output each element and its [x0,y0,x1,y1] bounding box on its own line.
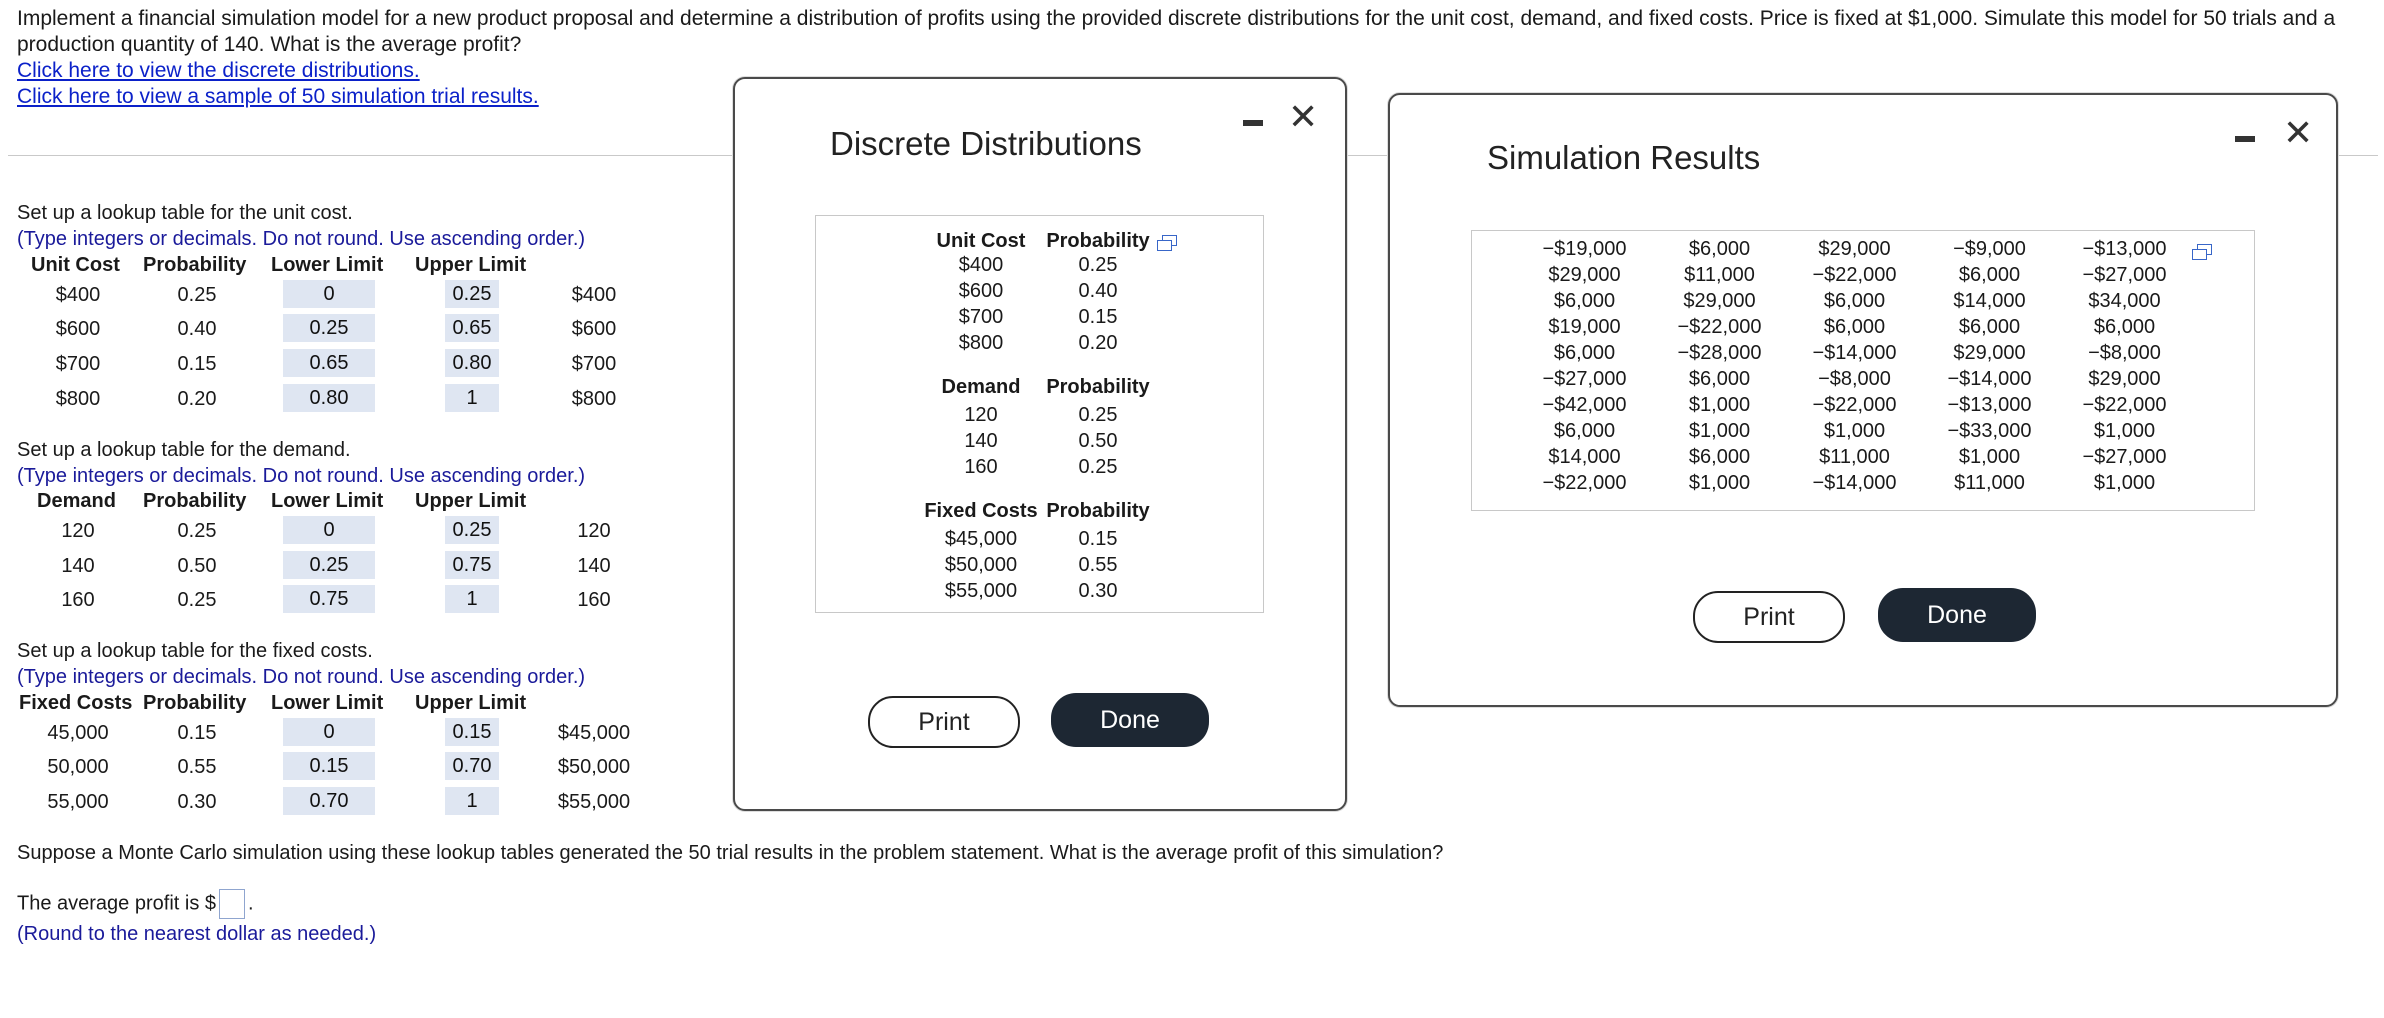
simulation-result-cell: $6,000 [1823,290,1886,312]
unit-cost-prob: 0.25 [177,284,217,306]
simulation-result-cell: $1,000 [2093,472,2156,494]
simulation-results-table [1471,230,2255,511]
dist-fixed-costs-header: Fixed Costs [924,500,1038,522]
fixed-costs-value: 45,000 [47,722,109,744]
simulation-result-cell: −$13,000 [2082,238,2167,260]
demand-value: 120 [61,520,95,542]
simulation-result-cell: $34,000 [2088,290,2161,312]
simulation-result-cell: $6,000 [2093,316,2156,338]
question-text: Implement a financial simulation model for a new product proposal and determine a distribution of profits using the provided discrete distributions for the unit cost, demand, and fixed costs. Price is fixed at $1,000. Simulate this model for 50 trials and a production quantity of 140. What is the average profit? [17,7,2336,56]
simulation-result-cell: −$22,000 [1677,316,1762,338]
simulation-result-cell: −$33,000 [1947,420,2032,442]
dist-demand-value: 140 [964,430,998,452]
simulation-result-cell: −$28,000 [1677,342,1762,364]
fixed-costs-header-lower: Lower Limit [271,692,384,714]
dist-fixed-costs-value: $55,000 [944,580,1018,602]
demand-header-prob: Probability [143,490,247,512]
unit-cost-lower-input[interactable]: 0.25 [283,314,375,342]
simulation-result-cell: $1,000 [1958,446,2021,468]
simulation-result-cell: $14,000 [1953,290,2026,312]
simulation-result-cell: $6,000 [1553,420,1616,442]
dist-unit-cost-header: Unit Cost [936,230,1026,252]
dist-fixed-costs-prob: 0.55 [1078,554,1118,576]
print-button[interactable]: Print [868,696,1020,748]
link-view-results[interactable]: Click here to view a sample of 50 simulation trial results. [17,85,539,108]
simulation-result-cell: $6,000 [1823,316,1886,338]
simulation-result-cell: $1,000 [2093,420,2156,442]
dist-unit-cost-prob-header: Probability [1046,230,1150,252]
unit-cost-lower-input[interactable]: 0.65 [283,349,375,377]
fixed-costs-instruction: (Type integers or decimals. Do not round. Use ascending order.) [17,666,586,688]
simulation-result-cell: $11,000 [1954,472,2025,494]
close-icon[interactable]: ✕ [1288,96,1319,137]
simulation-result-cell: $11,000 [1684,264,1755,286]
demand-lower-input[interactable]: 0 [283,516,375,544]
dist-fixed-costs-value: $45,000 [944,528,1018,550]
simulation-result-cell: −$27,000 [2082,264,2167,286]
print-button[interactable]: Print [1693,591,1845,643]
demand-value: 140 [61,555,95,577]
simulation-result-cell: $6,000 [1553,342,1616,364]
demand-upper-input[interactable]: 0.75 [445,551,499,579]
demand-prompt: Set up a lookup table for the demand. [17,439,351,461]
unit-cost-upper-input[interactable]: 0.65 [445,314,499,342]
simulation-result-cell: $6,000 [1688,446,1751,468]
unit-cost-prob: 0.40 [177,318,217,340]
simulation-result-cell: $29,000 [1548,264,1621,286]
simulation-result-cell: $29,000 [2088,368,2161,390]
dist-demand-prob: 0.25 [1078,456,1118,478]
dist-demand-prob: 0.25 [1078,404,1118,426]
dist-demand-value: 160 [964,456,998,478]
unit-cost-lower-input[interactable]: 0 [283,280,375,308]
dist-unit-cost-value: $700 [958,306,1004,328]
fixed-costs-lower-input[interactable]: 0 [283,718,375,746]
fixed-costs-prompt: Set up a lookup table for the fixed costs. [17,640,373,662]
demand-lower-input[interactable]: 0.25 [283,551,375,579]
dist-demand-value: 120 [964,404,998,426]
dist-fixed-costs-prob-header: Probability [1046,500,1150,522]
fixed-costs-header-value: Fixed Costs [19,692,133,714]
unit-cost-header-value: Unit Cost [31,254,120,276]
close-icon[interactable]: ✕ [2283,112,2314,153]
unit-cost-prob: 0.20 [177,388,217,410]
dist-unit-cost-prob: 0.40 [1078,280,1118,302]
demand-prob: 0.25 [177,589,217,611]
done-button[interactable]: Done [1878,588,2036,642]
simulation-result-cell: −$14,000 [1812,342,1897,364]
unit-cost-header-prob: Probability [143,254,247,276]
dist-demand-prob-header: Probability [1046,376,1150,398]
simulation-result-cell: $1,000 [1688,420,1751,442]
dist-fixed-costs-prob: 0.15 [1078,528,1118,550]
dist-fixed-costs-value: $50,000 [944,554,1018,576]
simulation-result-cell: −$14,000 [1812,472,1897,494]
demand-header-value: Demand [37,490,116,512]
unit-cost-upper-input[interactable]: 0.80 [445,349,499,377]
simulation-result-cell: −$22,000 [2082,394,2167,416]
unit-cost-result: $700 [571,353,617,375]
demand-header-upper: Upper Limit [415,490,527,512]
fixed-costs-upper-input[interactable]: 0.15 [445,718,499,746]
fixed-costs-header-upper: Upper Limit [415,692,527,714]
simulation-result-cell: $1,000 [1688,472,1751,494]
distributions-table [815,215,1264,613]
simulation-result-cell: −$22,000 [1542,472,1627,494]
demand-upper-input[interactable]: 1 [445,585,499,613]
simulation-result-cell: $6,000 [1958,316,2021,338]
dist-unit-cost-prob: 0.25 [1078,254,1118,276]
fixed-costs-upper-input[interactable]: 0.70 [445,752,499,780]
dist-unit-cost-prob: 0.15 [1078,306,1118,328]
simulation-result-cell: −$42,000 [1542,394,1627,416]
simulation-result-cell: −$8,000 [2088,342,2161,364]
unit-cost-value: $400 [55,284,101,306]
round-note: (Round to the nearest dollar as needed.) [17,923,377,945]
demand-upper-input[interactable]: 0.25 [445,516,499,544]
answer-prefix: The average profit is $ [17,892,216,915]
answer-suffix: . [248,892,254,915]
dist-demand-header: Demand [941,376,1021,398]
simulation-result-cell: −$13,000 [1947,394,2032,416]
unit-cost-instruction: (Type integers or decimals. Do not round. Use ascending order.) [17,228,586,250]
simulation-result-cell: $29,000 [1953,342,2026,364]
dist-unit-cost-prob: 0.20 [1078,332,1118,354]
demand-header-lower: Lower Limit [271,490,384,512]
simulation-result-cell: $6,000 [1688,368,1751,390]
minimize-icon[interactable] [1243,120,1263,126]
simulation-result-cell: $6,000 [1958,264,2021,286]
answer-line [17,889,254,919]
dist-demand-prob: 0.50 [1078,430,1118,452]
fixed-costs-lower-input[interactable]: 0.70 [283,787,375,815]
demand-result: 140 [577,555,611,577]
dist-unit-cost-value: $800 [958,332,1004,354]
dist-unit-cost-value: $600 [958,280,1004,302]
dist-fixed-costs-prob: 0.30 [1078,580,1118,602]
done-button[interactable]: Done [1051,693,1209,747]
unit-cost-prob: 0.15 [177,353,217,375]
dialog-title: Discrete Distributions [830,125,1142,162]
fixed-costs-header-prob: Probability [143,692,247,714]
simulation-result-cell: $6,000 [1553,290,1616,312]
unit-cost-result: $400 [571,284,617,306]
unit-cost-header-lower: Lower Limit [271,254,384,276]
minimize-icon[interactable] [2235,136,2255,142]
average-profit-input[interactable] [219,889,245,919]
simulation-result-cell: −$14,000 [1947,368,2032,390]
fixed-costs-prob: 0.30 [177,791,217,813]
simulation-result-cell: −$22,000 [1812,394,1897,416]
simulation-result-cell: −$19,000 [1542,238,1627,260]
unit-cost-upper-input[interactable]: 0.25 [445,280,499,308]
simulation-result-cell: −$9,000 [1953,238,2026,260]
simulation-result-cell: −$22,000 [1812,264,1897,286]
fixed-costs-result: $55,000 [557,791,631,813]
demand-result: 120 [577,520,611,542]
demand-value: 160 [61,589,95,611]
simulation-result-cell: −$27,000 [2082,446,2167,468]
demand-lower-input[interactable]: 0.75 [283,585,375,613]
simulation-result-cell: $29,000 [1683,290,1756,312]
fixed-costs-prob: 0.15 [177,722,217,744]
simulation-result-cell: $29,000 [1818,238,1891,260]
final-prompt: Suppose a Monte Carlo simulation using these lookup tables generated the 50 trial results in the problem statement. What is the average profit of this simulation? [17,842,1444,864]
simulation-result-cell: −$27,000 [1542,368,1627,390]
demand-prob: 0.25 [177,520,217,542]
fixed-costs-result: $50,000 [557,756,631,778]
unit-cost-value: $800 [55,388,101,410]
simulation-result-cell: $1,000 [1688,394,1751,416]
simulation-result-cell: $1,000 [1823,420,1886,442]
fixed-costs-value: 50,000 [47,756,109,778]
demand-prob: 0.50 [177,555,217,577]
dist-unit-cost-value: $400 [958,254,1004,276]
simulation-result-cell: $19,000 [1548,316,1621,338]
unit-cost-result: $600 [571,318,617,340]
fixed-costs-lower-input[interactable]: 0.15 [283,752,375,780]
demand-result: 160 [577,589,611,611]
unit-cost-header-upper: Upper Limit [415,254,527,276]
unit-cost-result: $800 [571,388,617,410]
simulation-result-cell: $6,000 [1688,238,1751,260]
link-view-distributions[interactable]: Click here to view the discrete distributions. [17,59,420,82]
discrete-distributions-dialog [733,77,1347,811]
demand-instruction: (Type integers or decimals. Do not round. Use ascending order.) [17,465,586,487]
fixed-costs-value: 55,000 [47,791,109,813]
simulation-result-cell: $11,000 [1819,446,1890,468]
fixed-costs-prob: 0.55 [177,756,217,778]
unit-cost-upper-input[interactable]: 1 [445,384,499,412]
simulation-results-dialog [1388,93,2338,707]
fixed-costs-upper-input[interactable]: 1 [445,787,499,815]
copy-icon[interactable] [2197,244,2212,255]
dialog-title: Simulation Results [1487,139,1761,176]
fixed-costs-result: $45,000 [557,722,631,744]
simulation-result-cell: $14,000 [1548,446,1621,468]
unit-cost-lower-input[interactable]: 0.80 [283,384,375,412]
simulation-result-cell: −$8,000 [1818,368,1891,390]
unit-cost-prompt: Set up a lookup table for the unit cost. [17,202,353,224]
unit-cost-value: $700 [55,353,101,375]
copy-icon[interactable] [1162,235,1177,246]
unit-cost-value: $600 [55,318,101,340]
